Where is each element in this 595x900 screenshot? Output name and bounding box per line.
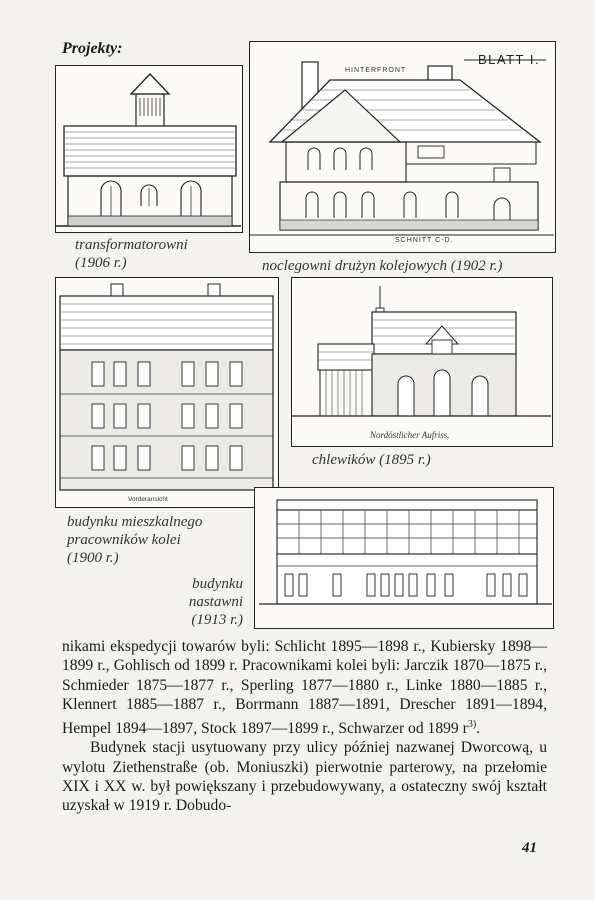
crew-lodging-caption: noclegowni drużyn kolejowych (1902 r.) (262, 258, 503, 274)
transformer-drawing (55, 65, 243, 233)
signal-box-caption: budynku nastawni (1913 r.) (188, 576, 243, 628)
apartment-caption: budynku mieszkalnego pracowników kolei (1900 r.) (67, 514, 203, 566)
apartment-drawing (55, 277, 279, 508)
pigsty-caption: chlewików (1895 r.) (312, 452, 431, 468)
schnitt-label: SCHNITT C-D. (395, 237, 454, 244)
body-paragraph-1: nikami ekspedycji towarów byli: Schlicht 1895—1898 r., Kubiersky 1898—1899 r., Gohlisch od 1899 r. Pracownikami kolei byli: Jarczik 1870—1875 r., Schmieder 1875—1877 r., Sperling 1877—1880 r., Linke 1880—1885 r., Klennert 1885—1887 r., Borrmann 1887—1891, Drescher 1891—1894, Hempel 1894—1897, Stock 1897—1899 r., Schwarzer od 1899 $r^{3)}$. (62, 638, 547, 737)
signal-box-drawing (254, 487, 554, 629)
vorderansicht-label: Vorderansicht (128, 496, 168, 503)
section-heading: Projekty: (62, 40, 123, 57)
page-number: 41 (522, 840, 537, 856)
body-text (62, 637, 547, 816)
aufriss-label: Nordöstlicher Aufriss. (370, 430, 450, 440)
hinterfront-label: HINTERFRONT (345, 67, 407, 74)
blatt-label: BLATT I. (478, 52, 541, 67)
body-paragraph-2: Budynek stacji usytuowany przy ulicy później nazwanej Dworcową, u wylotu Ziethenstraße (ob. Moniuszki) pierwotnie parterowy, na przełomie XIX i XX w. był powiększany i przebudowywany, a ostateczny swój kształt uzyskał w 1919 r. Dobudo- (62, 739, 547, 815)
transformer-caption: transformatorowni (1906 r.) (75, 237, 188, 271)
pigsty-drawing (291, 277, 553, 447)
crew-lodging-drawing (249, 41, 556, 253)
